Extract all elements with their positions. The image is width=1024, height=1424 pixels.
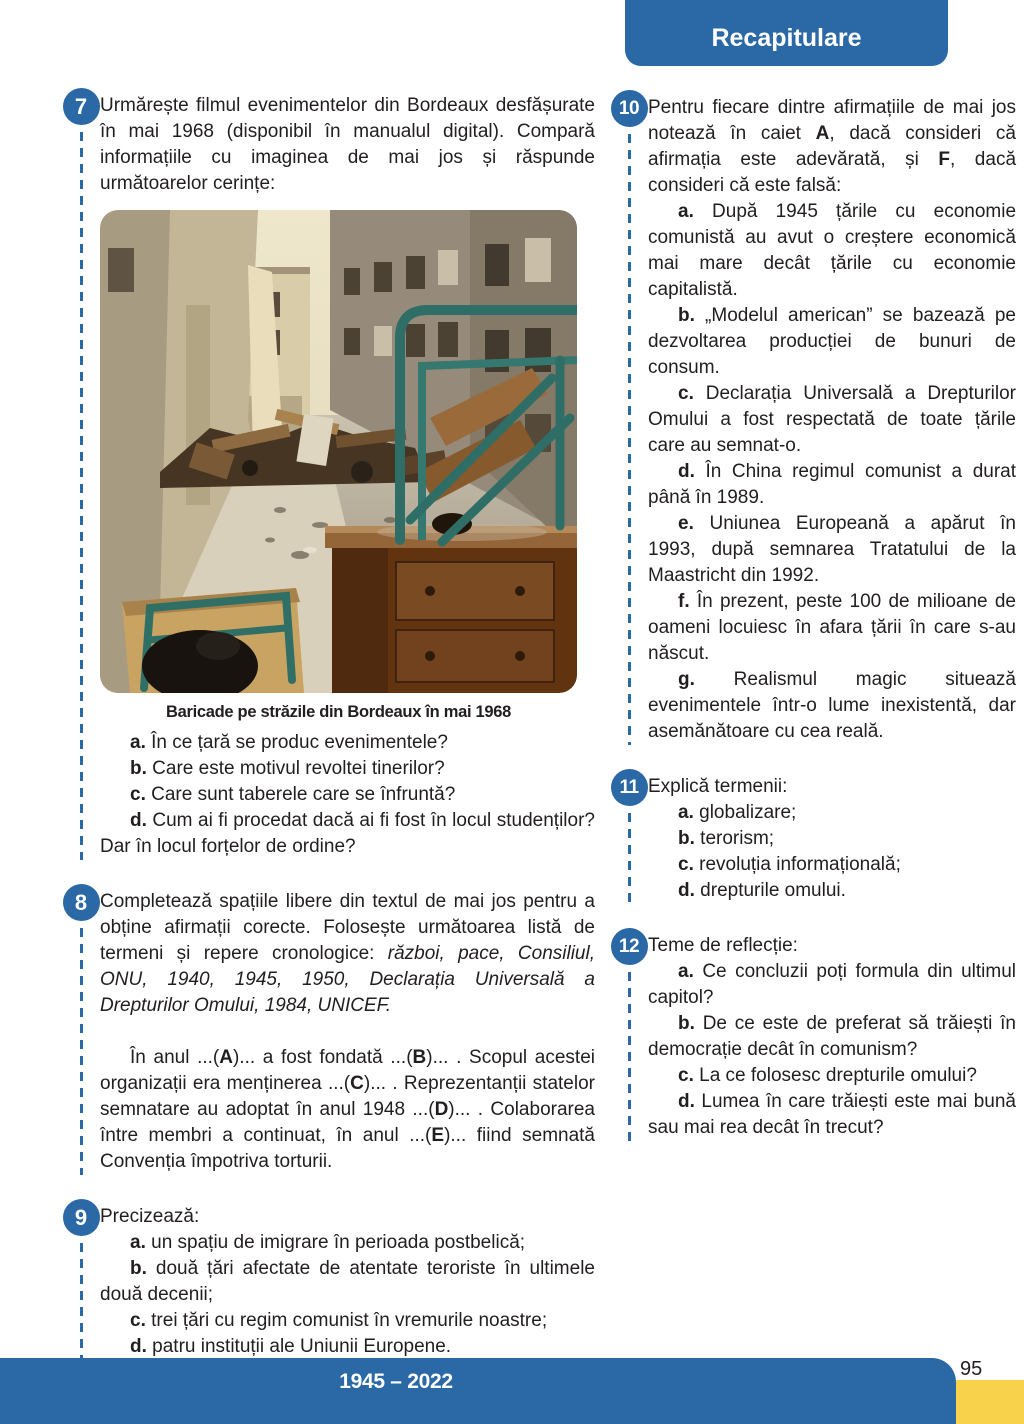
- exercise-7-number-badge: 7: [63, 88, 100, 125]
- item-text: Declarația Universală a Drepturilor Omului a fost respectată de toate țările care au semnat-o.: [648, 383, 1017, 456]
- item-text: trei țări cu regim comunist în vremurile noastre;: [151, 1310, 548, 1331]
- exercise-8-number-badge: 8: [63, 884, 100, 921]
- exercise-10-item-c: [648, 381, 1016, 459]
- exercise-7-item-c: [100, 782, 595, 808]
- exercise-12-marker: [610, 928, 648, 1141]
- exercise-12-body: [648, 928, 1016, 1141]
- item-label: b.: [130, 1258, 147, 1279]
- item-label: a.: [678, 201, 694, 222]
- page-number: 95: [960, 1358, 983, 1380]
- exercise-9-item-b: [100, 1256, 595, 1308]
- exercise-9-item-d: [100, 1334, 595, 1360]
- exercise-10-item-g: [648, 667, 1016, 745]
- exercise-10: [610, 90, 1016, 745]
- exercise-11-body: [648, 769, 1016, 904]
- item-text: Lumea în care trăiești este mai bună sau mai rea decât în trecut?: [648, 1091, 1016, 1138]
- item-text: drepturile omului.: [700, 880, 846, 901]
- exercise-8-marker: [62, 884, 100, 1175]
- item-label: a.: [130, 1232, 146, 1253]
- exercise-11: [610, 769, 1016, 904]
- exercise-11-item-a: [648, 800, 1016, 826]
- item-text: Cum ai fi procedat dacă ai fi fost în locul studenților? Dar în locul forțelor de ordine?: [100, 810, 595, 857]
- exercise-9-intro: Precizează:: [100, 1206, 200, 1227]
- item-text: globalizare;: [699, 802, 797, 823]
- dashed-connector: [80, 132, 83, 860]
- dashed-connector: [628, 972, 631, 1141]
- exercise-12: [610, 928, 1016, 1141]
- corner-accent: [956, 1380, 1024, 1424]
- exercise-9-marker: [62, 1199, 100, 1360]
- exercise-12-item-b: [648, 1011, 1016, 1063]
- item-label: b.: [130, 758, 147, 779]
- exercise-11-number-badge: 11: [611, 769, 648, 806]
- exercise-11-intro: Explică termenii:: [648, 776, 788, 797]
- exercise-10-item-f: [648, 589, 1016, 667]
- item-text: La ce folosesc drepturile omului?: [699, 1065, 977, 1086]
- item-text: În ce țară se produc evenimentele?: [151, 732, 448, 753]
- exercise-9-item-c: [100, 1308, 595, 1334]
- exercise-7-item-d: [100, 808, 595, 860]
- exercise-12-item-a: [648, 959, 1016, 1011]
- exercise-7-item-a: [100, 730, 595, 756]
- exercise-7-body: [100, 88, 595, 860]
- exercise-9-item-a: [100, 1230, 595, 1256]
- item-label: d.: [678, 461, 695, 482]
- footer-chapter-label: 1945 – 2022: [339, 1370, 453, 1393]
- exercise-8-cloze-text: În anul ...(A)... a fost fondată ...(B)... . Scopul acestei organizații era menținerea ...(C)... . Reprezentanții statelor semnatare au adoptat în anul 1948 ...(D)... . Colaborarea între membri a continuat, în anul ...(E)... fiind semnată Convenția împotriva torturii.: [100, 1047, 595, 1172]
- item-label: c.: [678, 854, 694, 875]
- exercise-10-item-a: [648, 199, 1016, 303]
- item-label: a.: [678, 961, 694, 982]
- item-text: două țări afectate de atentate teroriste în ultimele două decenii;: [100, 1258, 595, 1305]
- item-text: Uniunea Europeană a apărut în 1993, după semnarea Tratatului de la Maastricht din 1992.: [648, 513, 1016, 586]
- exercise-11-item-c: [648, 852, 1016, 878]
- item-text: Realismul magic situează evenimentele într-o lume inexistentă, dar asemănătoare cu cea reală.: [648, 669, 1016, 742]
- exercise-11-marker: [610, 769, 648, 904]
- item-text: După 1945 țările cu economie comunistă au avut o creștere economică mai mare decât țările cu economie capitalistă.: [648, 201, 1017, 300]
- item-text: terorism;: [700, 828, 775, 849]
- exercise-8-body: [100, 884, 595, 1175]
- recap-header-badge: [625, 0, 948, 66]
- exercise-10-item-d: [648, 459, 1016, 511]
- item-label: b.: [678, 1013, 695, 1034]
- item-label: g.: [678, 669, 695, 690]
- item-text: revoluția informațională;: [699, 854, 901, 875]
- exercise-10-intro: Pentru fiecare dintre afirmațiile de mai jos notează în caiet A, dacă consideri că afirmația este adevărată, și F, dacă consideri că este falsă:: [648, 97, 1017, 196]
- dashed-connector: [80, 928, 83, 1175]
- exercise-7-item-b: [100, 756, 595, 782]
- exercise-9-number-badge: 9: [63, 1199, 100, 1236]
- item-text: Care este motivul revoltei tinerilor?: [152, 758, 445, 779]
- dashed-connector: [628, 134, 631, 745]
- exercise-10-number-badge: 10: [611, 90, 648, 127]
- item-label: a.: [678, 802, 694, 823]
- exercise-7-marker: [62, 88, 100, 860]
- exercise-11-item-b: [648, 826, 1016, 852]
- item-text: În prezent, peste 100 de milioane de oameni locuiesc în afara țării în care s-au născut.: [648, 591, 1016, 664]
- exercise-12-intro: Teme de reflecție:: [648, 935, 798, 956]
- dashed-connector: [80, 1243, 83, 1360]
- item-text: În China regimul comunist a durat până în 1989.: [648, 461, 1016, 508]
- item-text: De ce este de preferat să trăiești în democrație decât în comunism?: [648, 1013, 1016, 1060]
- exercise-11-item-d: [648, 878, 1016, 904]
- exercise-10-item-e: [648, 511, 1016, 589]
- item-label: d.: [678, 1091, 695, 1112]
- item-label: c.: [130, 784, 146, 805]
- item-label: d.: [130, 810, 147, 831]
- exercise-12-item-d: [648, 1089, 1016, 1141]
- item-label: b.: [678, 828, 695, 849]
- item-text: patru instituții ale Uniunii Europene.: [152, 1336, 452, 1357]
- exercise-9-body: [100, 1199, 595, 1360]
- photo-caption: Baricade pe străzile din Bordeaux în mai 1968: [165, 703, 512, 721]
- item-label: a.: [130, 732, 146, 753]
- exercise-9: [62, 1199, 595, 1360]
- item-label: e.: [678, 513, 694, 534]
- item-label: d.: [678, 880, 695, 901]
- exercise-12-number-badge: 12: [611, 928, 648, 965]
- page-title: Recapitulare: [711, 23, 862, 52]
- exercise-10-marker: [610, 90, 648, 745]
- exercise-10-item-b: [648, 303, 1016, 381]
- left-column: [62, 88, 595, 1384]
- exercise-7: [62, 88, 595, 860]
- right-column: [610, 90, 1016, 1165]
- barricade-photo: [100, 210, 577, 693]
- exercise-8: [62, 884, 595, 1175]
- item-text: Care sunt taberele care se înfruntă?: [151, 784, 456, 805]
- item-label: b.: [678, 305, 695, 326]
- footer-bar: [0, 1358, 956, 1424]
- exercise-10-body: [648, 90, 1016, 745]
- item-label: c.: [130, 1310, 146, 1331]
- dashed-connector: [628, 813, 631, 904]
- item-label: d.: [130, 1336, 147, 1357]
- item-label: c.: [678, 1065, 694, 1086]
- item-text: Ce concluzii poți formula din ultimul capitol?: [648, 961, 1017, 1008]
- item-text: un spațiu de imigrare în perioada postbelică;: [151, 1232, 526, 1253]
- item-label: f.: [678, 591, 690, 612]
- exercise-8-intro: Completează spațiile libere din textul de mai jos pentru a obține afirmații corecte. Folosește următoarea listă de termeni și repere cronologice: război, pace, Consiliul, ONU, 1940, 1945, 1950, Declarația Universală a Drepturilor Omului, 1984, UNICEF.: [100, 891, 595, 1016]
- exercise-12-item-c: [648, 1063, 1016, 1089]
- item-text: „Modelul american” se bazează pe dezvoltarea producției de bunuri de consum.: [648, 305, 1016, 378]
- exercise-7-intro: Urmărește filmul evenimentelor din Bordeaux desfășurate în mai 1968 (disponibil în manualul digital). Compară informațiile cu imaginea de mai jos și răspunde următoarelor cerințe:: [100, 95, 595, 194]
- item-label: c.: [678, 383, 694, 404]
